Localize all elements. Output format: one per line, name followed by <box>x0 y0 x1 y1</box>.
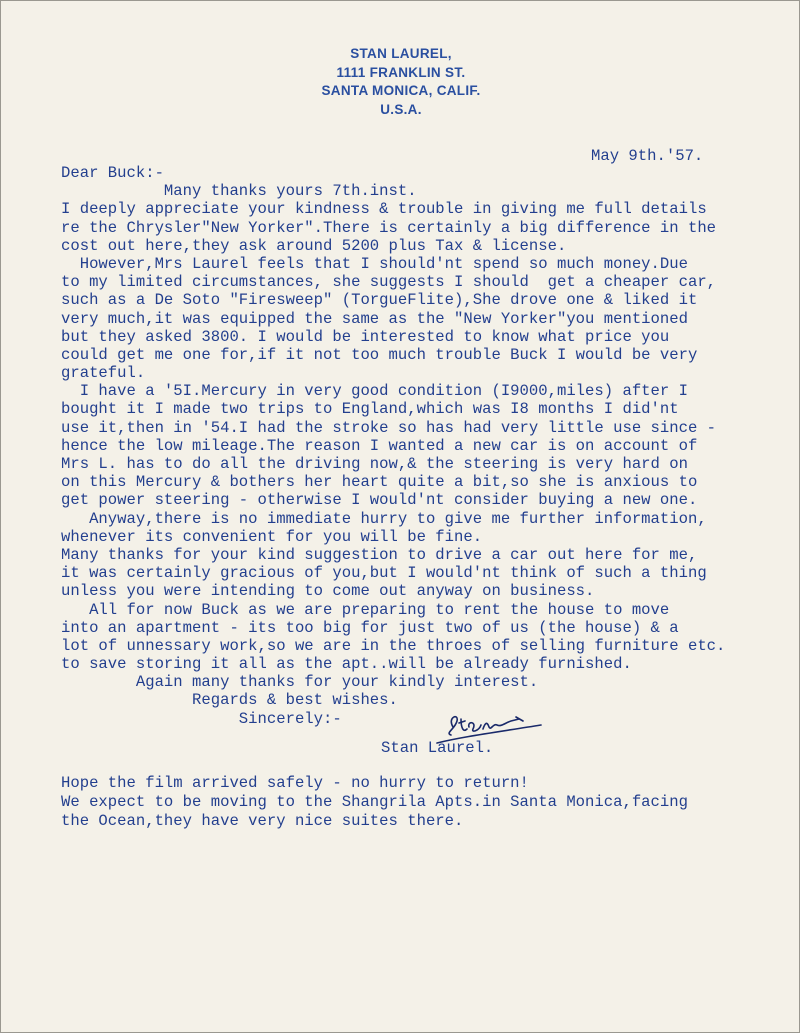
letter-line: on this Mercury & bothers her heart quite a bit,so she is anxious to <box>61 473 698 492</box>
letter-line: it was certainly gracious of you,but I would'nt think of such a thing <box>61 564 707 583</box>
letter-line: However,Mrs Laurel feels that I should'nt spend so much money.Due <box>61 254 688 273</box>
letter-line: very much,it was equipped the same as the "New Yorker"you mentioned <box>61 309 688 328</box>
letter-line: I deeply appreciate your kindness & trouble in giving me full details <box>61 200 707 219</box>
letter-line: use it,then in '54.I had the stroke so has had very little use since - <box>61 418 717 437</box>
letter-line: cost out here,they ask around 5200 plus Tax & license. <box>61 236 567 255</box>
letter-line: hence the low mileage.The reason I wanted a new car is on account of <box>61 436 698 455</box>
letter-line: bought it I made two trips to England,which was I8 months I did'nt <box>61 400 679 419</box>
letter-line: Mrs L. has to do all the driving now,& the steering is very hard on <box>61 455 688 473</box>
letter-line: Again many thanks for your kindly interest. <box>61 673 539 692</box>
letter-line: lot of unnessary work,so we are in the throes of selling furniture etc. <box>61 636 726 655</box>
letter-line: but they asked 3800. I would be interested to know what price you <box>61 327 670 346</box>
postscript <box>61 774 688 831</box>
letter-date: May 9th.'57. <box>591 147 704 165</box>
letter-line: Dear Buck:- <box>61 164 164 182</box>
letter-line: grateful. <box>61 364 146 383</box>
letter-line: unless you were intending to come out anyway on business. <box>61 582 595 601</box>
letter-line: All for now Buck as we are preparing to rent the house to move <box>61 600 670 619</box>
letter-line: to my limited circumstances, she suggests I should get a cheaper car, <box>61 273 717 292</box>
letterhead-country: U.S.A. <box>380 101 422 117</box>
letter-line: re the Chrysler"New Yorker".There is certainly a big difference in the <box>61 218 717 237</box>
letter-line: could get me one for,if it not too much trouble Buck I would be very <box>61 345 698 364</box>
letter-line: whenever its convenient for you will be fine. <box>61 527 483 546</box>
letter-line: Anyway,there is no immediate hurry to give me further information, <box>61 509 707 528</box>
letterhead-name: STAN LAUREL, <box>350 46 452 61</box>
postscript-line: the Ocean,they have very nice suites there. <box>61 812 464 830</box>
letterhead-street: 1111 FRANKLIN ST. <box>336 64 466 80</box>
postscript-line: We expect to be moving to the Shangrila Apts.in Santa Monica,facing <box>61 793 688 811</box>
letter-line: Many thanks for your kind suggestion to drive a car out here for me, <box>61 545 698 564</box>
letterhead-city: SANTA MONICA, CALIF. <box>321 83 481 98</box>
letterhead <box>1 45 800 119</box>
typed-signature-name: Stan Laurel. <box>381 739 494 757</box>
letter-line: I have a '5I.Mercury in very good condition (I9000,miles) after I <box>61 382 688 401</box>
letter-line: Many thanks yours 7th.inst. <box>61 182 417 201</box>
letter-line: such as a De Soto "Firesweep" (TorgueFlite),She drove one & liked it <box>61 291 698 310</box>
letter-line: Regards & best wishes. <box>61 691 398 710</box>
postscript-line: Hope the film arrived safely - no hurry to return! <box>61 774 529 792</box>
letter-line: get power steering - otherwise I would'nt consider buying a new one. <box>61 491 698 510</box>
letter-line: Sincerely:- <box>61 709 342 728</box>
letter-line: into an apartment - its too big for just two of us (the house) & a <box>61 618 679 637</box>
letter-line: to save storing it all as the apt..will be already furnished. <box>61 655 632 674</box>
letter-body <box>61 164 725 728</box>
